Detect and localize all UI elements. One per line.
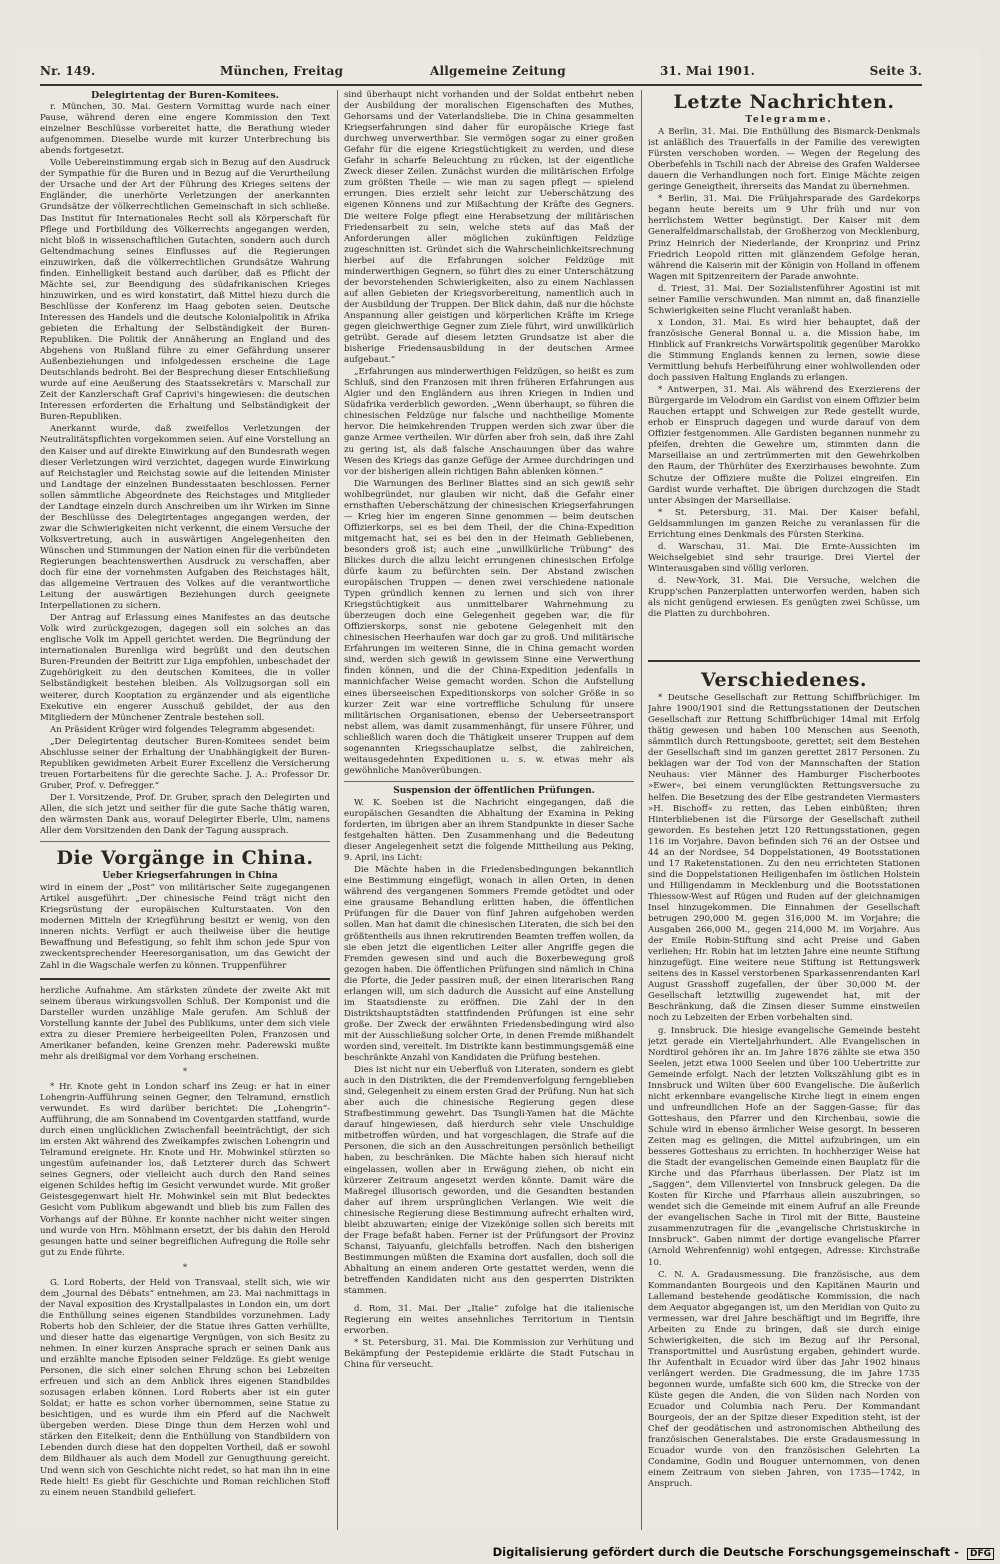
news-item: d. Warschau, 31. Mai. Die Ernte-Aussichten im Weichselgebiet sind sehr traurige. Drei Viertel der Winterausgaben sind völlig verloren.	[648, 541, 920, 574]
news-item: d. Triest, 31. Mai. Der Sozialistenführer Agostini ist mit seiner Familie verschwunden. Man nimmt an, daß finanzielle Schwierigkeiten seine Flucht veranlaßt haben.	[648, 283, 920, 316]
news-item: * Berlin, 31. Mai. Die Frühjahrsparade des Gardekorps begann heute bereits um 9 Uhr früh und nur von herrlichstem Wetter begünstigt. Der Kaiser mit dem Generalfeldmarschallstab, der Großherzog von Mecklenburg, Prinz Heinrich der Niederlande, der Kronprinz und Prinz Friedrich Leopold ritten mit glänzendem Gefolge heran, während die Kaiserin mit der Königin von Holland in offenem Wagen mit Spitzenreitern der Parade anwohnte.	[648, 194, 920, 282]
article-heading: Suspension der öffentlichen Prüfungen.	[393, 785, 595, 796]
masthead-rule	[40, 84, 922, 86]
page-number: Seite 3.	[869, 64, 922, 78]
column-1	[40, 90, 330, 1535]
credit-text: Digitalisierung gefördert durch die Deutsche Forschungsgemeinschaft -	[492, 1545, 959, 1559]
feuilleton-paragraph: G. Lord Roberts, der Held von Transvaal, stellt sich, wie wir dem „Journal des Débats“ entnehmen, am 23. Mai nachmittags in der Naval exposition des Krystallpalastes in London ein, um dort die Enthüllung seines eigenen Standbildes vorzunehmen. Lady Roberts hob den Schleier, der die Statue ihres Gatten verhüllte, und dieser hatte das eigenartige Vergnügen, von sich Besitz zu nehmen. In einer kurzen Ansprache sprach er seinen Dank aus und erzählte manche Episoden seiner Feldzüge. Es giebt wenige Personen, die sich einer solchen Ehrung schon bei Lebzeiten erfreuen und sich an dem Anblick ihres eigenen Standbildes sozusagen erlaben können. Lord Roberts aber ist ein guter Soldat; er hatte es schon vorher übernommen, seine Statue zu besichtigen, und es wurde ihm ein Pferd auf die Nachwelt übergeben werden. Diese Dinge thun dem Herzen wohl und stärken den Eitelkeit; denn die Enthüllung von Standbildern von Lebenden durch diese hat den doppelten Vortheil, daß er sowohl dem Bildhauer als auch dem Modell zur Genugthuung gereicht. Und wenn sich von Geschichte nicht redet, so hat man ihn in eine Rede hielt! Es giebt für Geschichte und Roman reichlichen Stoff zu einem neuen Standbild geliefert.	[40, 1277, 330, 1498]
section-subheading: Ueber Kriegserfahrungen in China	[102, 871, 278, 882]
article-paragraph: An Präsident Krüger wird folgendes Telegramm abgesendet:	[50, 724, 315, 735]
section-heading: Die Vorgänge in China.	[56, 847, 314, 870]
issue-date: 31. Mai 1901.	[660, 64, 756, 78]
column-2	[344, 90, 634, 1535]
column-divider	[337, 90, 338, 1530]
section-rule	[40, 841, 330, 842]
article-paragraph: wird in einem der „Post“ von militärischer Seite zugegangenen Artikel ausgeführt: „Der chinesische Feind trägt nicht den Kriegsrüstung der europäischen Kulturstaaten. Von den modernen Mitteln der Kriegführung besitzt er wenig, von den inneren nichts. Verfügt er auch theilweise über die heutige Bewaffnung und Befestigung, so fehlt ihm schon jede Spur von zweckentsprechender Heeresorganisation, um das Gewicht der Zahl in die Wagschale werfen zu können. Truppenführer	[40, 883, 330, 971]
article-paragraph: Anerkannt wurde, daß zweifellos Verletzungen der Neutralitätspflichten vorgekommen seien. Auf eine Vorstellung an den Kaiser und auf direkte Einwirkung auf den Bundesrath wegen dieser Verletzungen wird verzichtet, dagegen wurde Einwirkung auf Reichstagler und Reichstag sowie auf die leitenden Minister und Landtage der einzelnen Bundesstaaten beschlossen. Ferner sollen sämmtliche Abgeordnete des Reichstages und Mitglieder der Landtage einzeln durch Anschreiben um ihr Wirken im Sinne der Beschlüsse des Delegirtentages angegangen werden, der zwar die Schwierigkeiten nicht verkennt, die einem Versuche der Volksvertretung, auch in auswärtigen Angelegenheiten den Wünschen und Stimmungen der Nation einen für die verbündeten Regierungen beachtenswerthen Ausdruck zu verschaffen, aber doch für eine der vornehmsten Aufgaben des Reichstages hält, das allgemeine Vertrauen des Volkes auf die verantwortliche Leitung der auswärtigen Beziehungen durch geeignete Interpellationen zu sichern.	[40, 424, 330, 612]
column-divider	[641, 90, 642, 1530]
article-paragraph: sind überhaupt nicht vorhanden und der Soldat entbehrt neben der Ausbildung der moralischen Eigenschaften des Muthes, Gehorsams und der Vaterlandsliebe. Die in China gesammelten Kriegserfahrungen sind daher für europäische Kriege fast durchweg unverwerthbar. Sie vermögen sogar zu einer großen Gefahr für die eigene Kriegstüchtigkeit zu werden, und diese Gefahr in scharfe Beleuchtung zu rücken, ist der eigentliche Zweck dieser Zeilen. Zunächst wurden die militärischen Erfolge zum größten Theile — wie man zu sagen pflegt — spielend errungen. Dies erzielt sehr leicht zur Ueberschätzung des eigenen Könnens und zur Mißachtung der Kräfte des Gegners. Die weitere Folge pflegt eine Herabsetzung der militärischen Friedensarbeit zu sein, welche stets auf das Maß der Anforderungen aller möglichen zukünftigen Feldzüge zugeschnitten ist. Gründet sich die Wahrscheinlichkeitsrechnung hierbei auf die Erfahrungen solcher Feldzüge mit minderwerthigen Gegnern, so führt dies zu einer Unterschätzung der bevorstehenden Schwierigkeiten, also zu einem Nachlassen auf allen Gebieten der Kriegsvorbereitung, namentlich auch in der Ausbildung der Truppen. Der Blick dahin, daß nur die höchste Anspannung aller geistigen und körperlichen Kräfte im Kriege gegen gleichwerthige Gegner zum Ziele führt, wird unwillkürlich getrübt. Gerade auf diesem letzten Grundsatze ist aber die bisherige Friedensausbildung in der deutschen Armee aufgebaut.“	[344, 90, 634, 366]
place-and-day: München, Freitag	[220, 64, 344, 78]
telegram-quote: „Der Delegirtentag deutscher Buren-Komitees sendet beim Abschlusse seiner der Erhaltung der Unabhängigkeit der Buren-Republiken gewidmeten Arbeit Eurer Excellenz die Versicherung treuen Fortarbeitens für die gerechte Sache. J. A.: Professor Dr. Gruber, Prof. v. Defregger.“	[40, 736, 330, 791]
news-item: d. New-York, 31. Mai. Die Versuche, welchen die Krupp'schen Panzerplatten unterworfen werden, haben sich als nicht genügend erwiesen. Es genügten zwei Schüsse, um die Platten zu durchbohren.	[648, 575, 920, 620]
article-paragraph: Dies ist nicht nur ein Ueberfluß von Literaten, sondern es giebt auch in den Distrikten, die der Fremdenverfolgung ferngeblieben sind, Gelegenheit zu einem ersten Grad der Prüfung. Nun hat sich aber auch die chinesische Regierung gegen diese Strafbestimmung gewehrt. Das Tsungli-Yamen hat die Mächte darauf hingewiesen, daß hierdurch sehr viele Unschuldige mitbetroffen würden, und hat vorgeschlagen, die Strafe auf die Personen, die sich an den Ausschreitungen persönlich betheiligt haben, zu beschränken. Die Mächte haben sich hierauf nicht eingelassen, wollen aber in Erwägung ziehen, ob nicht ein kürzerer Zeitraum angesetzt werden könnte. Damit wäre die Maßregel illusorisch geworden, und die Gesandten bestanden daher auf ihrem ursprünglichen Verlangen. Wie weit die chinesische Regierung diese Bestimmung aufrecht erhalten wird, bleibt abzuwarten; einige der Vizekönige sollen sich bereits mit der Frage befaßt haben. Ferner ist der Prüfungsort der Provinz Schansi, Taiyuanfu, gleichfalls betroffen. Nach den bisherigen Bestimmungen müßten die Examina dort ausfallen, doch soll die Abhaltung an einem anderen Orte gestattet werden, wenn die betreffenden Kandidaten nicht aus den gesperrten Distrikten stammen.	[344, 1065, 634, 1297]
feuilleton-paragraph: herzliche Aufnahme. Am stärksten zündete der zweite Akt mit seinem überaus wirkungsvollen Schluß. Der Komponist und die Darsteller wurden unzählige Male gerufen. Am Schluß der Vorstellung kannte der Jubel des Publikums, unter dem sich viele extra zu dieser Premiere herbeigeeilten Polen, Franzosen und Amerikaner befanden, keine Grenzen mehr. Paderewski mußte mehr als dreißigmal vor dem Vorhang erscheinen.	[40, 985, 330, 1062]
section-rule	[648, 660, 920, 662]
article-paragraph: Der Antrag auf Erlassung eines Manifestes an das deutsche Volk wird zurückgezogen, dagegen soll ein solches an das englische Volk im Appell gerichtet werden. Die Begründung der internationalen Burenliga wird begrüßt und den deutschen Buren-Freunden der Beitritt zur Liga empfohlen, unbeschadet der Zugehörigkeit zu den deutschen Komitees, die in voller Selbständigkeit bestehen bleiben. Als Vollzugsorgan soll ein weiterer, durch Kooptation zu ergänzender und als eigentliche Exekutive ein engerer Ausschuß gebildet, der aus den Mitgliedern der Münchener Zentrale bestehen soll.	[40, 613, 330, 723]
news-item: A Berlin, 31. Mai. Die Enthüllung des Bismarck-Denkmals ist anläßlich des Trauerfalls in der Familie des verewigten Fürsten verschoben worden. — Wegen der Regelung des Oberbefehls in Tschili nach der Abreise des Grafen Waldersee dauern die Verhandlungen noch fort. Einige Mächte zeigen geringe Geneigtheit, ihrerseits das Mandat zu übernehmen.	[648, 127, 920, 193]
section-subheading: Telegramme.	[745, 115, 833, 125]
issue-number: Nr. 149.	[40, 64, 96, 78]
news-item: * St. Petersburg, 31. Mai. Die Kommission zur Verhütung und Bekämpfung der Pestepidemie erklärte die Stadt Futschau in China für verseucht.	[344, 1338, 634, 1371]
feuilleton-paragraph: * Hr. Knote geht in London scharf ins Zeug: er hat in einer Lohengrin-Aufführung seinen Gegner, den Telramund, ernstlich verwundet. Es wird darüber berichtet: Die „Lohengrin“-Aufführung, die am Sonnabend im Coventgarden stattfand, wurde durch einen unglücklichen Zwischenfall beeinträchtigt, der sich im ersten Akt während des Zweikampfes zwischen Lohengrin und Telramund ereignete. Hr. Knote und Hr. Mohwinkel stürzten so ungestüm aufeinander los, daß Letzterer durch das Schwert seines Gegners, oder vielleicht auch durch den Rand seines eigenen Schildes heftig im Gesicht verwundet wurde. Mit großer Geistesgegenwart hielt Hr. Mohwinkel sein mit Blut bedecktes Gesicht vom Publikum abgewandt und blieb bis zum Fallen des Vorhangs auf der Bühne. Er konnte nachher nicht weiter singen und wurde von Hrn. Möhlmann ersetzt, der bis dahin den Herold gesungen hatte und seiner begreiflichen Aufregung die Rolle sehr gut zu Ende führte.	[40, 1081, 330, 1258]
section-heading: Verschiedenes.	[700, 669, 868, 692]
article-paragraph: Die Warnungen des Berliner Blattes sind an sich gewiß sehr wohlbegründet, nur glauben wir nicht, daß die Gefahr einer ernsthaften Ueberschätzung der chinesischen Kriegserfahrungen — Krieg hier im engeren Sinne genommen — beim deutschen Offizierkorps, sei es bei dem Theil, der die China-Expedition mitgemacht hat, sei es bei den in der Heimath Gebliebenen, besonders groß ist; auch eine „unwillkürliche Trübung“ des Blickes durch die allzu leicht errungenen chinesischen Erfolge dürfe kaum zu befürchten sein. Der Abstand zwischen europäischen Truppen — denen zwei verschiedene nationale Typen gründlich kennen zu lernen und sich von ihrer Kriegstüchtigkeit aus unmittelbarer Wahrnehmung zu überzeugen doch eine Gelegenheit gegeben war, die für Offizierskorps, sonst nie gebotene Gelegenheit mit den chinesischen Heerhaufen war doch gar zu groß. Und militärische Erfahrungen im weiteren Sinne, die in China gemacht worden sind, werden sich gewiß in gewissem Sinne eine Verwerthung finden können, und die der China-Expedition jedenfalls in mannichfacher Weise gemacht worden. Schon die Aufstellung eines überseeischen Expeditionskorps von solcher Größe in so kurzer Zeit war eine vortreffliche Schulung für unsere militärischen Organisationen, ebenso der Ueberseetransport nebst allem, was damit zusammenhängt, für unsere Führer, und schließlich waren doch die Thätigkeit unserer Truppen auf dem sogenannten Kriegsschauplatze selbst, die zahlreichen, weitausgedehnten Expeditionen u. s. w. etwas mehr als gewöhnliche Manöverübungen.	[344, 478, 634, 776]
article-paragraph: Volle Uebereinstimmung ergab sich in Bezug auf den Ausdruck der Sympathie für die Buren und in Bezug auf die Verurtheilung der Ursache und der Art der Führung des Krieges seitens der Engländer, die unerhörte Verletzungen der anerkannten Grundsätze der völkerrechtlichen Gemeinschaft in sich schließe. Das Institut für Internationales Recht soll als Körperschaft für Pflege und Fortbildung des Völkerrechts angegangen werden, nicht bloß in wissenschaftlichen Gutachten, sondern auch durch Geltendmachung seines Einflusses auf die Regierungen einzuwirken, daß die völkerrechtlichen Grundsätze Wahrung finden. Einhelligkeit bestand auch darüber, daß es Pflicht der Mächte sei, zur Beendigung des südafrikanischen Krieges hinzuwirken, und es wird konstatirt, daß Mittel hiezu durch die Beschlüsse der Konferenz im Haag geboten seien. Deutsche Interessen des Handels und die deutsche Kolonialpolitik in Afrika gebieten die Erhaltung der Selbständigkeit der Buren-Republiken. Die Politik der Annäherung an England und des Abgehens von Rußland führe zu einer Gefährdung unserer Außenbeziehungen und infolgedessen erscheine die Lage Deutschlands bedroht. Bei der Besprechung dieser Entschließung wurde auf eine Aeußerung des Staatssekretärs v. Marschall zur Zeit der Kanzlerschaft Graf Caprivi's hingewiesen: die deutschen Interessen erforderten die Erhaltung und Selbständigkeit der Buren-Republiken.	[40, 158, 330, 423]
separator-asterisk-icon: *	[182, 1066, 188, 1077]
dfg-logo: DFG	[967, 1548, 994, 1560]
article-paragraph: W. K. Soeben ist die Nachricht eingegangen, daß die europäischen Gesandten die Abhaltung der Examina in Peking forderten, im übrigen aber an ihrem Standpunkte in dieser Sache festgehalten hätten. Den Zusammenhang und die Bedeutung dieser Angelegenheit setzt die folgende Mittheilung aus Peking, 9. April, ins Licht:	[344, 797, 634, 864]
masthead	[40, 64, 922, 80]
news-item: g. Innsbruck. Die hiesige evangelische Gemeinde besteht jetzt gerade ein Vierteljahrhundert. Alle Evangelischen in Nordtirol gehören ihr an. Im Jahre 1876 zählte sie etwa 350 Seelen, jetzt etwa 1000 Seelen und über 100 Uebertritte zur Gemeinde erfolgt. Nach der letzten Volkszählung gibt es in Innsbruck und Wilten über 600 Evangelische. Die äußerlich nicht erkennbare evangelische Kirche liegt in einem engen und unfreundlichen Hofe an der Saggen-Gasse; für das Gotteshaus, den Pfarrer und den Kirchenbau, sowie die Schule wird in ebenso ärmlicher Weise gesorgt. In besseren Zeiten mag es gelingen, die Mittel aufzubringen, um ein besseres Gotteshaus zu errichten. In hochherziger Weise hat die Stadt der evangelischen Gemeinde einen Bauplatz für die Kirche und das Pfarrhaus überlassen. Der Platz ist im „Saggen“, dem Villenviertel von Innsbruck gelegen. Da die Kosten für Kirche und Pfarrhaus allein auszubringen, so wendet sich die Gemeinde mit einem Aufruf an alle Freunde der evangelischen Sache in Tirol mit der Bitte, Bausteine zusammenzutragen für die „evangelische Christuskirche in Innsbruck“. Gaben nimmt der dortige evangelische Pfarrer (Arnold Wehrenfennig) wohl entgegen, Adresse: Kirchstraße 10.	[648, 1025, 920, 1268]
column-3	[648, 90, 920, 1535]
news-item: * Deutsche Gesellschaft zur Rettung Schiffbrüchiger. Im Jahre 1900/1901 sind die Rettungsstationen der Deutschen Gesellschaft zur Rettung Schiffbrüchiger 14mal mit Erfolg thätig gewesen und haben 100 Menschen aus Seenoth, sämmtlich durch Rettungsboote, gerettet; seit dem Bestehen der Gesellschaft sind im ganzen gerettet 2817 Personen. Zu beklagen war der Tod von der Mannschaften der Station Neuhaus: vier Männer des Hamburger Fischerbootes »Ewer«, bei einem verunglückten Rettungsversuche zu helfen. Die Besetzung des der Elbe gestrandeten Viermasters »H. Bischoff« zu retten, das Leben einbüßten; ihren Hinterbliebenen ist die Fürsorge der Gesellschaft zutheil geworden. Es bestehen jetzt 120 Rettungsstationen, gegen 116 im Vorjahre. Davon befinden sich 76 an der Ostsee und 44 an der Nordsee, 54 Doppelstationen, 49 Bootsstationen und 17 Raketenstationen. Zu den neu errichteten Stationen sind die Doppelstationen Heiligenhafen im östlichen Holstein und Hilligendamm in Mecklenburg und die Bootsstationen Thiessow-West auf Rügen und Ruden auf der gleichnamigen Insel hinzugekommen. Die Einnahmen der Gesellschaft betrugen 290,000 M. gegen 316,000 M. im Vorjahre; die Ausgaben 266,000 M., gegen 214,000 M. im Vorjahre. Aus der Emile Robin-Stiftung sind acht Preise und Gaben verliehen; Hr. Robin hat im letzten Jahre eine neunte Stiftung hinzugefügt. Eine weitere neue Stiftung ist Rettungswerk seitens des in Kassel verstorbenen Sparkassenrendanten Karl August Grasshoff zugefallen, der über 30,000 M. der Gesellschaft letztwillig zugewendet hat, mit der Beschränkung, daß die Zinsen dieser Summe einstweilen noch zu Lebzeiten der Erben vorbehalten sind.	[648, 693, 920, 1024]
news-item: * Antwerpen, 31. Mai. Als während des Exerzierens der Bürgergarde im Velodrom ein Gardist von einem Offizier beim Rauchen ertappt und Schweigen zur Rede gestellt wurde, erhob er Einspruch dagegen und wurde darauf von dem Offizier festgenommen. Alle Gardisten begannen nunmehr zu pfeifen, drehten die Gewehre um, stimmten dann die Marseillaise an und zertrümmerten mit den Gewehrkolben den Raum, der Thürhüter des Exerzirhauses bewohnte. Zum Schutze der Offiziere mußte die Polizei eingreifen. Ein Gardist wurde verhaftet. Die übrigen durchzogen die Stadt unter Absingen der Marseillaise.	[648, 385, 920, 506]
article-heading: Delegirtentag der Buren-Komitees.	[90, 90, 280, 101]
news-item: C. N. A. Gradausmessung. Die französische, aus dem Kommandanten Bourgeois und den Kapitänen Maurin und Lallemand bestehende geodätische Kommission, die nach dem Aequator abgegangen ist, um den Meridian von Quito zu vermessen, war drei Jahre beschäftigt und im Begriffe, ihre Arbeiten zu Ende zu bringen, daß sie durch einige Schwierigkeiten, die sich im Bezug auf ihr Personal, Transportmittel und Ausrüstung ergaben, gehindert wurde. Ihr Aufenthalt in Ecuador wird über das Jahr 1902 hinaus verlängert werden. Die Gradmessung, die im Jahre 1735 begonnen wurde, umfaßte sich 600 km, die Strecke von der Küste gegen die Anden, die von Süden nach Norden von Ecuador und Columbia nach Peru. Der Kommandant Bourgeois, der an der Spitze dieser Expedition steht, ist der Chef der geodätischen und astronomischen Abtheilung des französischen Generalstabes. Die erste Gradausmessung in Ecuador wurde von den französischen Gelehrten La Condamine, Godin und Bouguer unternommen, von denen einem Zeitraum von sieben Jahren, von 1735—1742, in Anspruch.	[648, 1269, 920, 1490]
news-item: * St. Petersburg, 31. Mai. Der Kaiser befahl, Geldsammlungen im ganzen Reiche zu veranlassen für die Errichtung eines Denkmals des Fürsten Sterkina.	[648, 507, 920, 540]
feuilleton-rule	[40, 978, 330, 980]
section-rule	[344, 781, 634, 782]
separator-asterisk-icon: *	[182, 1262, 188, 1273]
news-item: x London, 31. Mai. Es wird hier behauptet, daß der französische General Bonnal u. a. die Mission habe, im Hinblick auf Frankreichs Vorwärtspolitik gegenüber Marokko die Stimmung Englands kennen zu lernen, sowie diese Vermittlung behufs Herbeiführung einer wohlwollenden oder doch passiven Haltung Englands zu erlangen.	[648, 317, 920, 384]
section-heading: Letzte Nachrichten.	[673, 91, 895, 113]
article-paragraph: Der I. Vorsitzende, Prof. Dr. Gruber, sprach den Delegirten und Allen, die sich jetzt und seither für die gute Sache thätig waren, den wärmsten Dank aus, worauf Delegirter Eberle, Ulm, namens Aller dem Vorsitzenden den Dank der Tagung aussprach.	[40, 792, 330, 837]
news-item: d. Rom, 31. Mai. Der „Italie“ zufolge hat die italienische Regierung ein weites ansehnliches Territorium in Tientsin erworben.	[344, 1304, 634, 1337]
article-paragraph: „Erfahrungen aus minderwerthigen Feldzügen, so heißt es zum Schluß, sind den Franzosen mit ihren früheren Erfahrungen aus Algier und den Engländern aus ihren Kriegen in Indien und Südafrika verderblich geworden. „Wenn überhaupt, so führen die chinesischen Feldzüge nur falsche und nachtheilige Momente hervor. Die heimkehrenden Truppen werden sich zwar über die ganze Armee vertheilen. Wir dürfen aber froh sein, daß ihre Zahl zu gering ist, als daß falsche Anschauungen über das wahre Wesen des Kriegs das ganze Gefüge der Armee durchdringen und vor der bisherigen allein richtigen Bahn ablenken können.“	[344, 367, 634, 477]
article-paragraph: Die Mächte haben in die Friedensbedingungen bekanntlich eine Bestimmung eingefügt, wonach in allen Orten, in denen während des vergangenen Sommers Fremde getödtet und oder eine grausame Behandlung erlitten haben, die öffentlichen Prüfungen für die Dauer von fünf Jahren aufgehoben werden sollen. Man hat damit die chinesischen Literaten, die sich bei den größtentheils aus ihnen rekrutirenden Beamten treffen wollen, da sie eben jetzt die eigentlichen Leiter aller Angriffe gegen die Fremden gewesen sind und auch die Boxerbewegung groß gezogen haben. Die öffentlichen Prüfungen sind nämlich in China die Pforte, die Jeder passiren muß, der einen literarischen Rang erlangen will, um sich dadurch die Aussicht auf eine Anstellung im Staatsdienste zu eröffnen. Die Zahl der in den Distriktshauptstädten stattfindenden Prüfungen ist eine sehr große. Der Zweck der erwähnten Friedensbedingung wird also mit der Ausschließung solcher Orte, in denen Fremde mißhandelt worden sind, vereitelt. Im Distrikte kann bestimmungsgemäß eine beschränkte Anzahl von Kandidaten die Prüfung bestehen.	[344, 865, 634, 1064]
article-paragraph: r. München, 30. Mai. Gestern Vormittag wurde nach einer Pause, während deren eine engere Kommission den Text einzelner Beschlüsse vorbereitet hatte, die Berathung wieder aufgenommen. Dieselbe wurde mit kurzer Unterbrechung bis abends fortgesetzt.	[40, 102, 330, 157]
newspaper-title: Allgemeine Zeitung	[430, 64, 566, 78]
digitization-credit	[493, 1545, 994, 1560]
